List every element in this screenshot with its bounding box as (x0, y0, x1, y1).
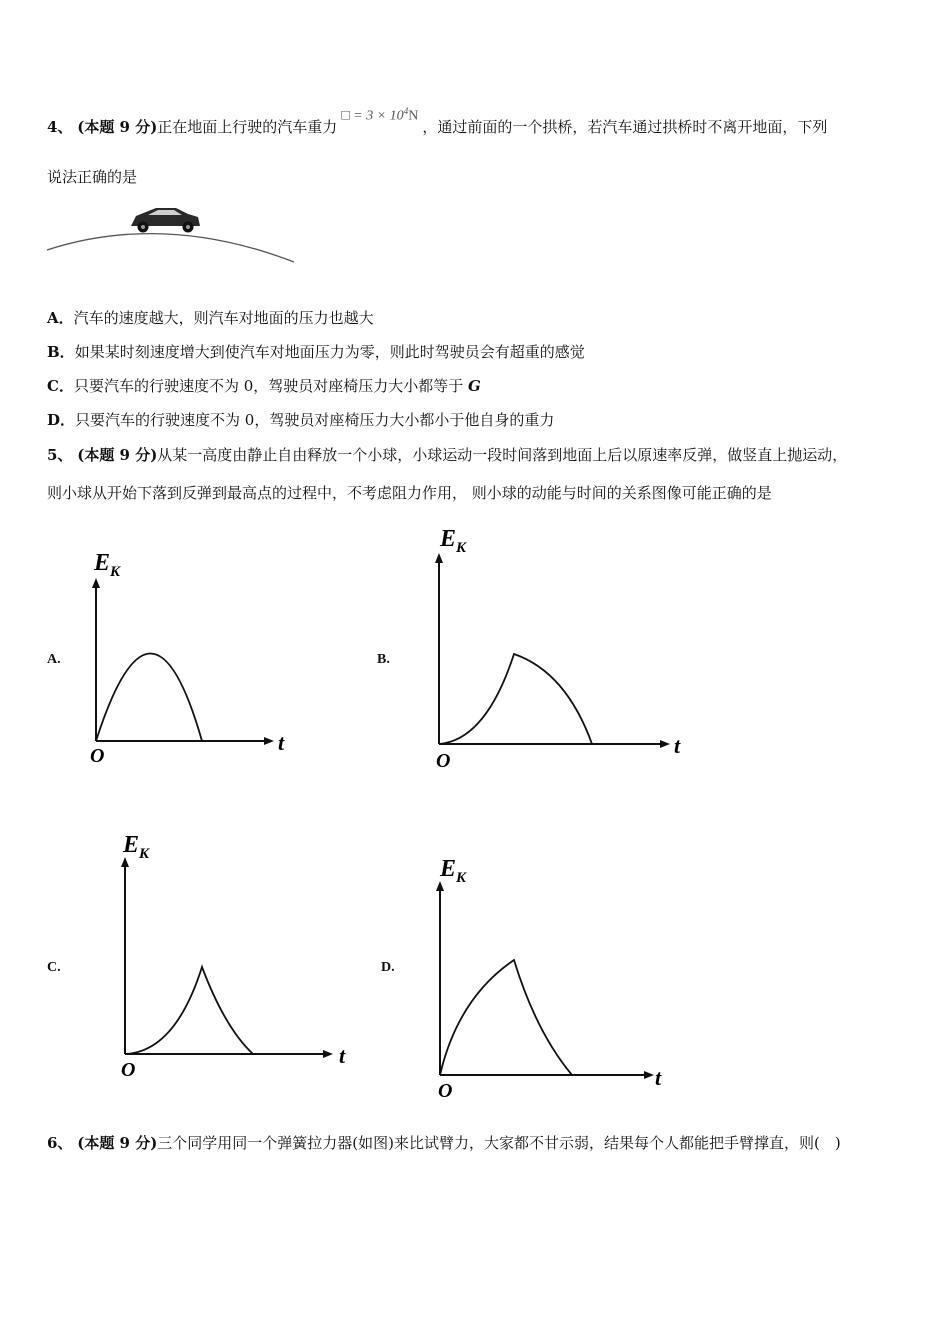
formula-mid: = 3 × 10 (353, 109, 404, 124)
q6-score: (本题 9 分) (77, 1134, 158, 1152)
x-axis-arrow (644, 1071, 654, 1079)
q4-gravity-formula (341, 106, 418, 125)
ek-curve (96, 654, 202, 742)
car-icon (131, 208, 200, 233)
ek-curve (125, 967, 253, 1054)
option-label: B． (47, 343, 75, 361)
origin-label: O (436, 750, 451, 772)
q6-number: 6、 (47, 1134, 73, 1152)
graph-b (426, 522, 696, 774)
q4-option-a (47, 307, 374, 328)
option-label: D． (47, 411, 76, 429)
bridge-arch (47, 234, 294, 262)
q5-number: 5、 (47, 446, 73, 464)
y-axis-arrow (92, 578, 100, 588)
q5-score: (本题 9 分) (77, 446, 158, 464)
origin-label: O (90, 745, 105, 767)
q5-text-a: 从某一高度由静止自由释放一个小球，小球运动一段时间落到地面上后以原速率反弹，做竖直上抛运动， (157, 446, 848, 464)
axis-y-label: $E_K$ (440, 856, 467, 886)
axis-y-label: $E_K$ (440, 526, 467, 556)
axis-y-label: $E_K$ (123, 832, 150, 862)
ek-curve (440, 960, 572, 1075)
option-label: A． (47, 309, 74, 327)
x-axis-arrow (264, 737, 274, 745)
option-text: 如果某时刻速度增大到使汽车对地面压力为零，则此时驾驶员会有超重的感觉 (74, 343, 585, 361)
formula-unit: N (408, 109, 419, 124)
origin-label: O (121, 1059, 136, 1081)
formula-exponent: 4 (403, 106, 409, 117)
q4-stem-line1 (47, 106, 828, 137)
ek-curve (439, 654, 592, 744)
y-axis-arrow (435, 553, 443, 563)
q5-option-c-label: C. (47, 960, 61, 975)
q5-stem-line1 (47, 444, 847, 465)
x-axis-arrow (660, 740, 670, 748)
q4-number: 4、 (47, 118, 73, 136)
option-text: 只要汽车的行驶速度不为 0，驾驶员对座椅压力大小都等于 (73, 377, 469, 395)
q4-option-d (47, 409, 554, 430)
origin-label: O (438, 1080, 453, 1102)
y-axis-arrow (121, 857, 129, 867)
q5-option-b-label: B. (377, 652, 390, 667)
axis-x-label: t (674, 733, 681, 758)
axis-x-label: t (278, 730, 285, 755)
q4-stem-line2: 说法正确的是 (47, 168, 138, 186)
q5-stem-line2: 则小球从开始下落到反弹到最高点的过程中，不考虑阻力作用， 则小球的动能与时间的关系图像可能正确的是 (47, 484, 772, 502)
graph-c (113, 830, 359, 1082)
axis-y-label: $E_K$ (94, 550, 121, 580)
q4-text-b: ，通过前面的一个拱桥，若汽车通过拱桥时不离开地面，下列 (422, 118, 828, 136)
q4-option-b (47, 341, 585, 362)
axis-x-label: t (655, 1065, 662, 1090)
car-on-bridge-figure (44, 196, 300, 268)
option-symbol: G (468, 377, 481, 395)
q5-option-a-label: A. (47, 652, 61, 667)
q4-score: (本题 9 分) (77, 118, 158, 136)
graph-d (428, 852, 678, 1104)
q6-stem (47, 1132, 841, 1153)
q6-text: 三个同学用同一个弹簧拉力器(如图)来比试臂力，大家都不甘示弱，结果每个人都能把手臂撑直，则( ) (157, 1134, 841, 1152)
q4-option-c (47, 375, 481, 396)
axis-x-label: t (339, 1043, 346, 1068)
formula-symbol: □ (341, 109, 350, 124)
q4-text-a: 正在地面上行驶的汽车重力 (157, 118, 338, 136)
option-text: 只要汽车的行驶速度不为 0，驾驶员对座椅压力大小都小于他自身的重力 (75, 411, 555, 429)
graph-a (86, 548, 302, 770)
option-label: C． (47, 377, 74, 395)
q5-option-d-label: D. (381, 960, 395, 975)
x-axis-arrow (323, 1050, 333, 1058)
option-text: 汽车的速度越大，则汽车对地面的压力也越大 (73, 309, 374, 327)
y-axis-arrow (436, 881, 444, 891)
